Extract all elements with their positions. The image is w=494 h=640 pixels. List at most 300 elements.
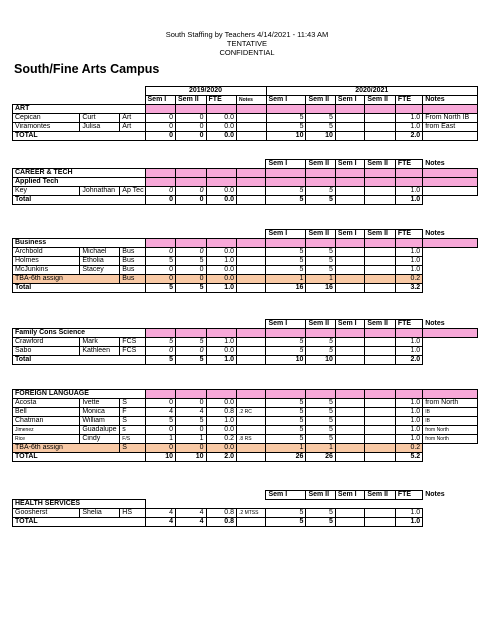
table-cell [335,435,364,444]
table-cell: 4 [176,408,207,417]
table-cell: Sem I [266,230,306,239]
table-cell [335,338,364,347]
table-cell: TOTAL [13,453,146,462]
table-cell [120,96,145,105]
total-row [13,196,478,205]
col-notes: Notes [423,96,478,105]
table-cell [145,105,176,114]
table-cell [237,239,266,248]
table-cell: Sem II [365,230,396,239]
table-cell: FTE [395,320,422,329]
table-cell [365,453,396,462]
table-cell [335,408,364,417]
table-cell [237,417,266,426]
table-cell [206,390,237,399]
section-title: Business [13,239,146,248]
table-cell: 5 [266,187,306,196]
table-cell: FTE [395,230,422,239]
table-cell [423,356,478,365]
table-cell [145,491,176,500]
table-cell [306,239,335,248]
table-cell: 0.8 [206,518,237,527]
table-cell: 1.0 [395,509,422,518]
table-cell [423,329,478,338]
table-cell [423,500,478,509]
table-cell [237,338,266,347]
section-title: ART [13,105,146,114]
table-cell: Chatman [13,417,80,426]
table-cell: 4 [145,509,176,518]
table-cell: 0.0 [206,132,237,141]
table-cell: Sem II [365,320,396,329]
table-cell: 3.2 [395,284,422,293]
table-cell: Sem I [266,160,306,169]
table-cell: 0 [145,444,176,453]
table-cell [335,390,364,399]
table-cell: Etholia [80,257,120,266]
table-cell: 0.8 [206,408,237,417]
table-cell [120,160,145,169]
table-cell [306,169,335,178]
table-cell: 0 [176,114,207,123]
table-cell: 5 [266,196,306,205]
table-cell: 0 [145,275,176,284]
table-cell [237,390,266,399]
table-cell: 5 [306,417,335,426]
table-cell: FCS [120,347,145,356]
table-cell: 1 [306,275,335,284]
table-cell [423,105,478,114]
table-cell: 5 [306,426,335,435]
table-cell [145,320,176,329]
table-cell: 1.0 [206,284,237,293]
table-cell: Sem II [306,491,335,500]
table-cell: 5 [176,338,207,347]
table-cell [395,105,422,114]
table-cell [365,399,396,408]
table-cell: 0.0 [206,399,237,408]
table-cell [395,239,422,248]
business-table [12,229,478,293]
table-cell: 0 [145,123,176,132]
table-cell: 0 [145,399,176,408]
table-cell [237,114,266,123]
table-cell: 5 [176,284,207,293]
table-cell: 0 [145,347,176,356]
table-cell: 0 [145,187,176,196]
confidential-label: CONFIDENTIAL [219,48,275,57]
table-cell: 0.2 [206,435,237,444]
table-cell [423,266,478,275]
table-row [13,266,478,275]
table-cell [365,257,396,266]
table-row [13,509,478,518]
table-cell: From North IB [423,114,478,123]
table-cell [206,178,237,187]
table-cell: 5 [306,518,335,527]
table-cell: Shelia [80,509,120,518]
table-cell [365,187,396,196]
table-cell: 4 [176,518,207,527]
table-cell [237,123,266,132]
table-cell [120,87,145,96]
table-cell: 16 [306,284,335,293]
table-cell [237,500,266,509]
table-cell [365,169,396,178]
table-cell: 0 [145,248,176,257]
table-cell [176,105,207,114]
table-cell: 5 [145,338,176,347]
table-cell [423,196,478,205]
table-cell: Monica [80,408,120,417]
report-title: South Staffing by Teachers 4/14/2021 - 11:43 AM [165,30,329,39]
table-cell: Key [13,187,80,196]
table-cell: 10 [145,453,176,462]
table-cell [335,444,364,453]
table-cell [335,399,364,408]
table-cell: 5 [176,356,207,365]
tentative-label: TENTATIVE [226,39,268,48]
table-cell [335,196,364,205]
table-cell: 1 [266,444,306,453]
table-cell: 0.0 [206,266,237,275]
table-cell [237,160,266,169]
table-cell: 2.0 [395,356,422,365]
table-cell: 5 [266,417,306,426]
table-cell [423,248,478,257]
table-cell: Jimenez [13,426,80,435]
table-cell [423,239,478,248]
table-cell [423,347,478,356]
table-cell: FTE [395,491,422,500]
table-cell: 5 [306,187,335,196]
table-cell: Johnathan [80,187,120,196]
table-cell [80,230,120,239]
table-cell: Sem II [306,160,335,169]
table-cell: HS [120,509,145,518]
table-cell [365,196,396,205]
table-cell: 10 [306,356,335,365]
table-cell: 5 [145,417,176,426]
table-row [13,399,478,408]
table-cell: IB [423,417,478,426]
table-cell: 1.0 [395,417,422,426]
table-cell [365,248,396,257]
table-cell: Sem I [266,491,306,500]
table-cell [145,239,176,248]
table-cell [365,132,396,141]
table-cell: Kathleen [80,347,120,356]
table-cell: 1.0 [395,399,422,408]
table-cell: Bus [120,275,145,284]
table-cell: 5 [266,257,306,266]
table-cell [365,338,396,347]
table-cell: 0 [176,426,207,435]
table-cell [237,275,266,284]
table-cell: .8 RS [237,435,266,444]
table-cell [206,160,237,169]
table-cell: Michael [80,248,120,257]
table-cell [145,390,176,399]
table-cell: Bus [120,266,145,275]
table-cell [237,196,266,205]
table-cell: Bell [13,408,80,417]
table-row [13,347,478,356]
table-cell: 5.2 [395,453,422,462]
table-cell: 5 [306,347,335,356]
table-cell: .2 RC [237,408,266,417]
col-sem1: Sem I [335,96,364,105]
table-cell [145,230,176,239]
table-cell [365,266,396,275]
table-cell [237,248,266,257]
table-cell: 0.0 [206,196,237,205]
table-cell [237,329,266,338]
table-cell: Notes [425,229,445,237]
fcs-table [12,319,478,365]
table-cell [306,329,335,338]
table-cell [176,169,207,178]
table-cell [80,491,120,500]
table-cell: Sem I [335,230,364,239]
table-cell [335,417,364,426]
table-cell [145,169,176,178]
table-cell [266,500,306,509]
table-cell [13,491,80,500]
table-cell [365,500,396,509]
table-cell: Ivette [80,399,120,408]
table-cell [145,329,176,338]
table-cell: 5 [266,338,306,347]
table-cell: Ap Tec [120,187,145,196]
table-cell: TOTAL [13,518,146,527]
table-cell: 5 [306,196,335,205]
table-cell: 1.0 [395,123,422,132]
tba-row [13,444,478,453]
table-cell: Archbold [13,248,80,257]
table-cell: Notes [425,319,445,327]
table-cell: 1.0 [206,257,237,266]
table-cell: 1.0 [395,114,422,123]
table-cell: FTE [395,160,422,169]
table-cell: 1 [176,435,207,444]
table-cell [365,275,396,284]
table-cell [266,105,306,114]
table-cell: 26 [306,453,335,462]
table-cell: 26 [266,453,306,462]
table-cell: 4 [145,408,176,417]
table-cell: 0.0 [206,347,237,356]
table-cell: 0 [176,347,207,356]
table-row [13,114,478,123]
table-cell [423,275,478,284]
table-cell [13,160,80,169]
table-cell: 0.0 [206,444,237,453]
table-cell: 0 [176,123,207,132]
table-cell: 0 [176,275,207,284]
table-cell [237,132,266,141]
table-cell: 4 [145,518,176,527]
table-cell [335,266,364,275]
table-cell: 5 [306,123,335,132]
table-cell: Mark [80,338,120,347]
table-cell: 1.0 [395,347,422,356]
table-cell: IB [423,408,478,417]
table-cell: 0.2 [395,275,422,284]
table-cell [145,178,176,187]
table-cell [365,239,396,248]
table-cell [237,444,266,453]
table-cell [80,96,120,105]
table-row [13,123,478,132]
section-title: Family Cons Science [13,329,146,338]
table-cell [423,338,478,347]
table-cell [237,105,266,114]
table-cell: Sem II [306,320,335,329]
table-cell [237,230,266,239]
table-cell [395,329,422,338]
table-row [13,408,478,417]
table-cell: 0 [176,248,207,257]
table-cell [13,230,80,239]
table-cell: Goosherst [13,509,80,518]
table-cell: Sabo [13,347,80,356]
table-cell [176,329,207,338]
table-cell: 0 [176,444,207,453]
table-cell: 5 [176,257,207,266]
table-cell: from North [423,399,478,408]
table-cell: 1.0 [395,338,422,347]
table-cell [237,187,266,196]
table-cell: 5 [176,417,207,426]
table-cell: 1.0 [395,435,422,444]
table-cell [365,114,396,123]
table-cell: 5 [145,284,176,293]
table-cell [80,320,120,329]
table-cell: 5 [306,435,335,444]
table-cell: Stacey [80,266,120,275]
table-cell [365,435,396,444]
table-cell: Guadalupe [80,426,120,435]
table-cell: 0 [145,426,176,435]
table-cell [365,518,396,527]
table-cell [335,257,364,266]
table-cell [365,105,396,114]
table-cell: 16 [266,284,306,293]
table-cell: TBA-6th assign [13,444,120,453]
table-cell [335,132,364,141]
table-cell [266,329,306,338]
table-row [13,187,478,196]
table-cell [237,491,266,500]
table-cell [423,187,478,196]
table-cell: 10 [176,453,207,462]
total-row [13,453,478,462]
col-sem2: Sem II [306,96,335,105]
year-2020-header: 2020/2021 [266,87,478,96]
total-row [13,132,478,141]
table-cell: 0.0 [206,248,237,257]
table-cell [335,500,364,509]
career-tech-table [12,159,478,205]
table-cell [423,518,478,527]
table-cell: 0.2 [395,444,422,453]
table-row [13,257,478,266]
table-cell: Art [120,123,145,132]
table-cell [206,320,237,329]
table-cell: 0 [145,114,176,123]
table-cell: 5 [306,509,335,518]
table-cell [120,320,145,329]
table-cell: 1.0 [395,518,422,527]
table-cell: 10 [266,132,306,141]
table-cell [365,329,396,338]
table-cell [237,347,266,356]
table-cell: 0 [176,399,207,408]
table-cell: 5 [306,338,335,347]
table-cell [206,329,237,338]
table-cell [206,239,237,248]
col-sem2: Sem II [176,96,207,105]
table-cell [395,169,422,178]
table-cell [266,390,306,399]
table-cell [335,356,364,365]
table-cell: 4 [176,509,207,518]
table-cell: 5 [266,435,306,444]
table-cell: 1.0 [395,257,422,266]
table-row [13,435,478,444]
table-cell: William [80,417,120,426]
table-cell: Holmes [13,257,80,266]
table-cell [365,347,396,356]
table-cell [423,444,478,453]
table-cell [237,169,266,178]
table-cell [365,509,396,518]
tba-row [13,275,478,284]
table-cell [80,87,120,96]
table-cell: TOTAL [13,132,146,141]
table-cell [266,178,306,187]
table-cell: 1.0 [206,338,237,347]
table-cell [237,178,266,187]
table-row [13,426,478,435]
table-cell [13,96,80,105]
table-cell [266,239,306,248]
table-cell [423,257,478,266]
table-cell: 1.0 [206,356,237,365]
table-cell [365,284,396,293]
table-cell: Art [120,114,145,123]
table-row [13,417,478,426]
table-cell: Sem II [365,160,396,169]
table-cell: 5 [145,356,176,365]
table-cell: Bus [120,257,145,266]
report-header [0,30,494,57]
table-cell [365,123,396,132]
table-cell [395,178,422,187]
table-cell: 5 [266,123,306,132]
table-cell: 5 [266,266,306,275]
table-cell [13,320,80,329]
table-cell [335,518,364,527]
table-cell [206,105,237,114]
table-cell: Curt [80,114,120,123]
table-cell [365,426,396,435]
table-cell [395,500,422,509]
table-cell [266,169,306,178]
table-cell: 1.0 [395,196,422,205]
table-cell: 0.0 [206,275,237,284]
